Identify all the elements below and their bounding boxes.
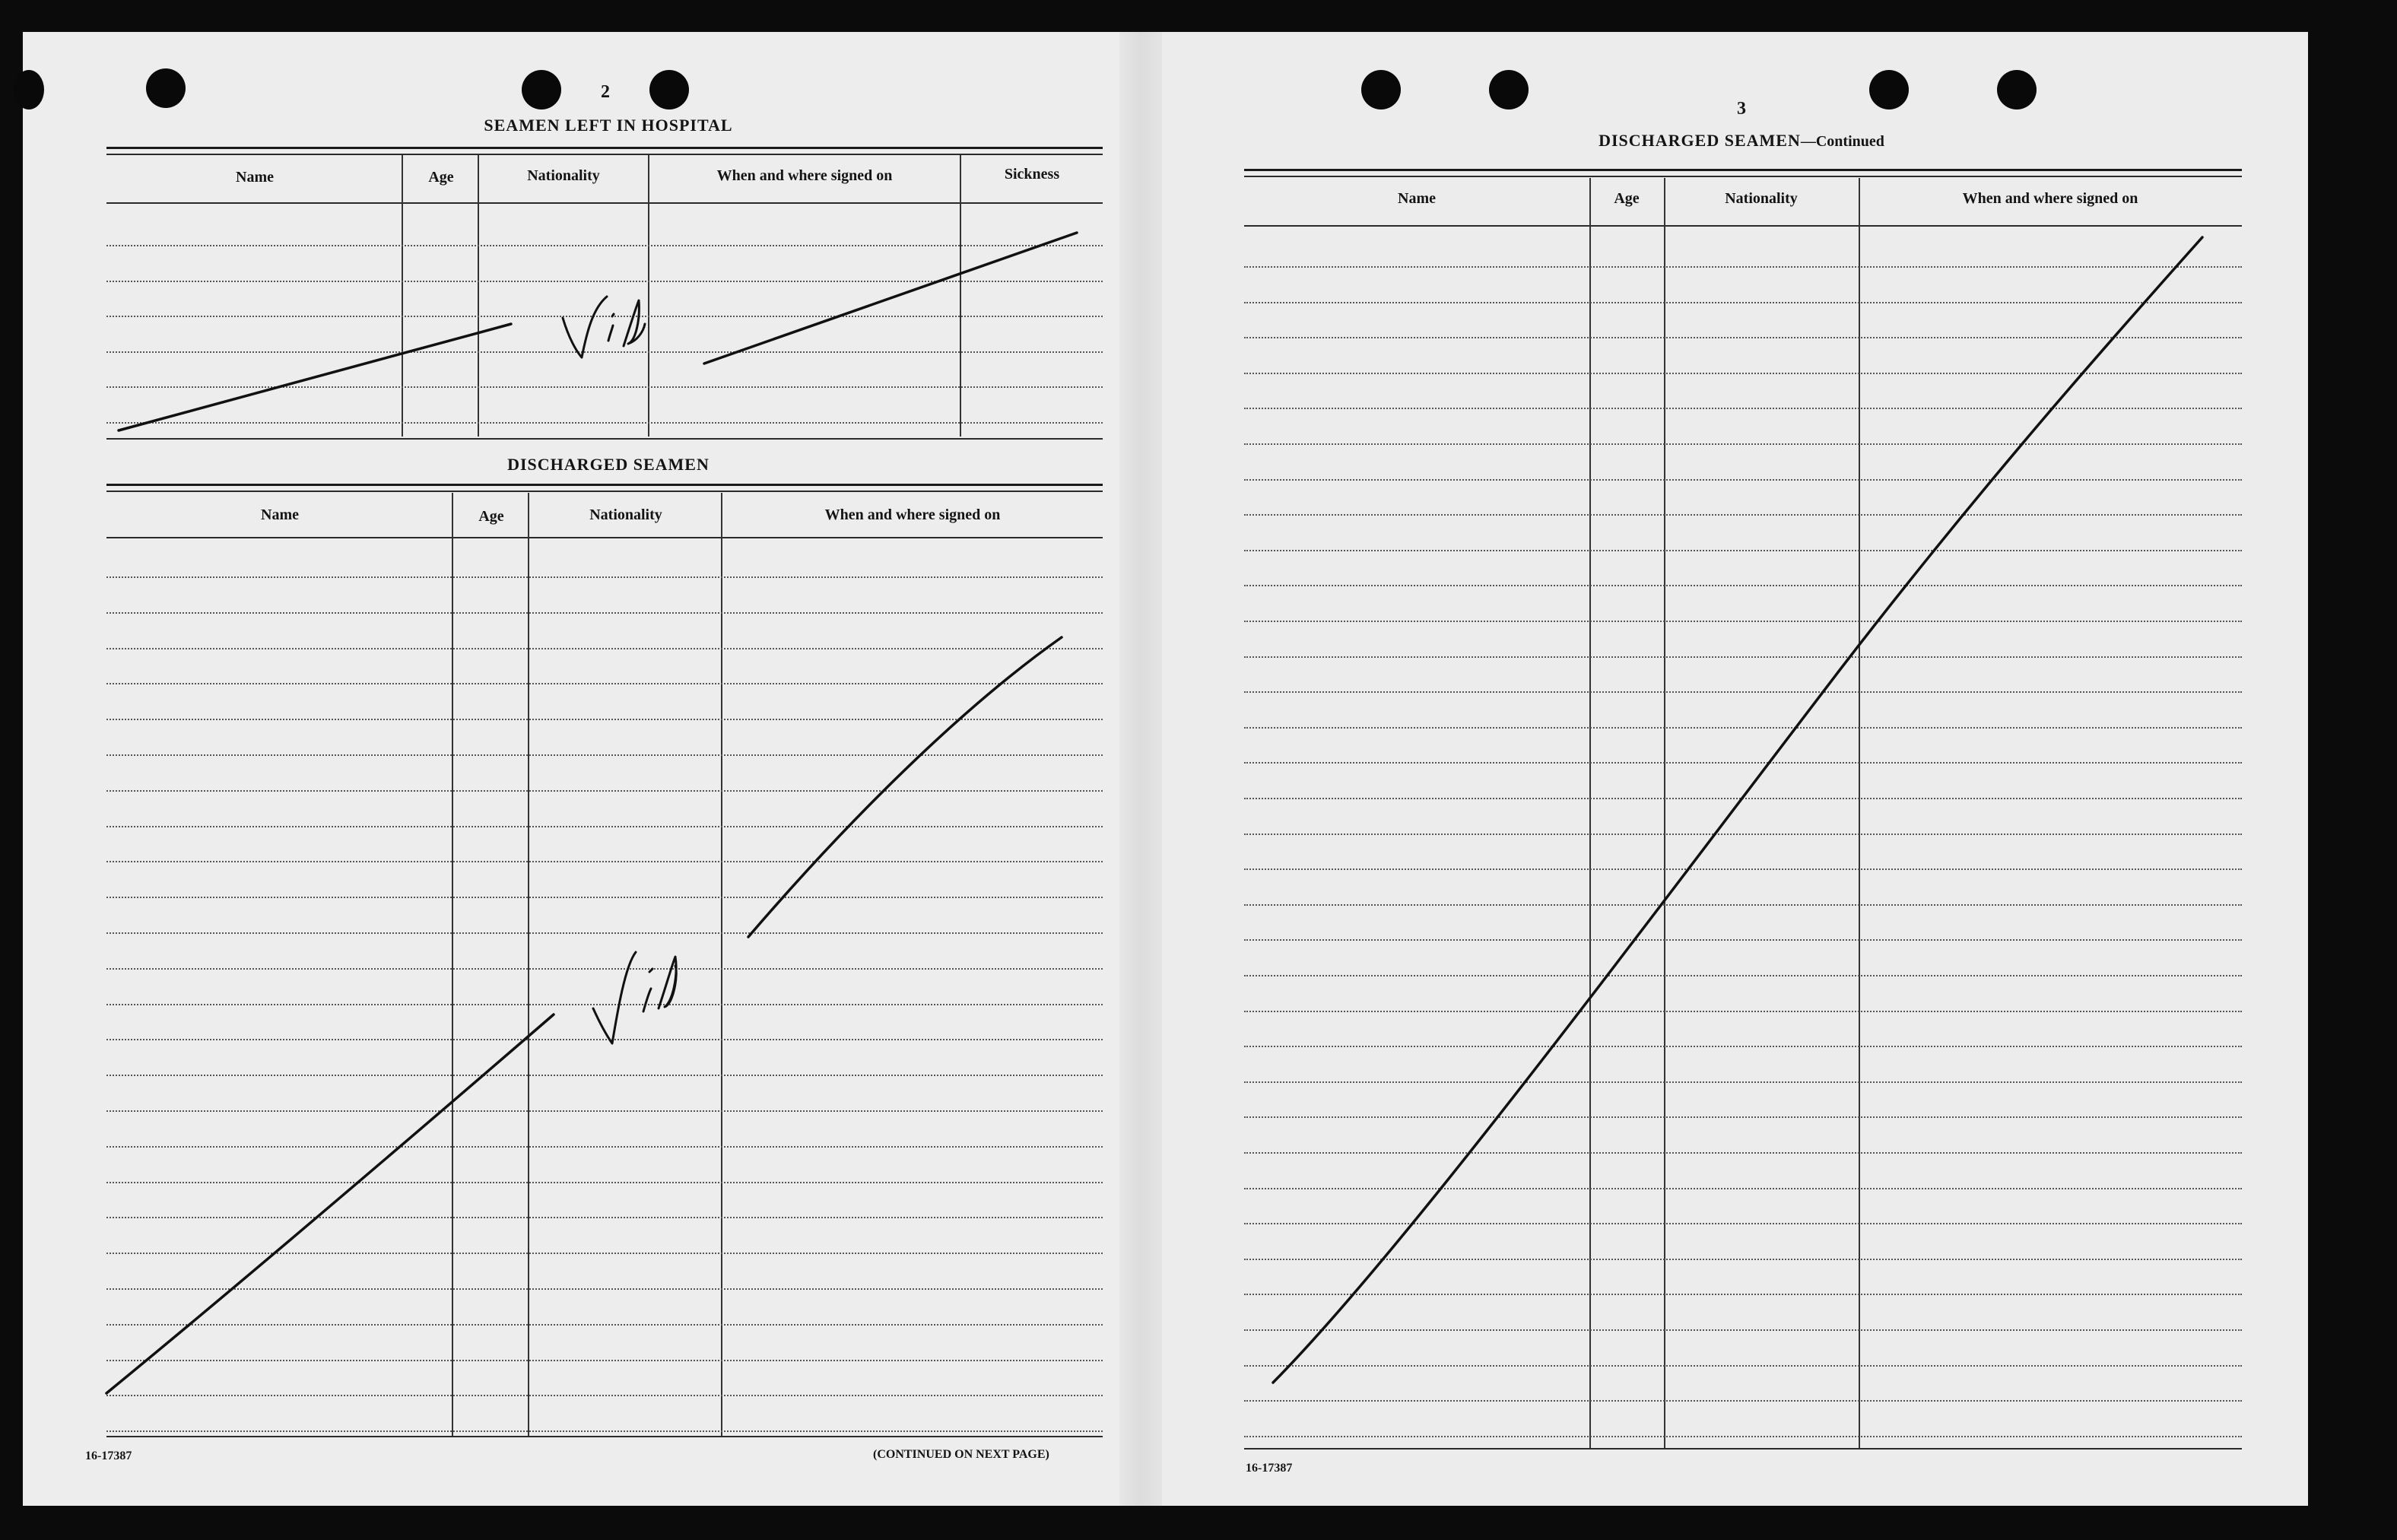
row-line	[1244, 1116, 2242, 1118]
row-line	[106, 1004, 1103, 1005]
row-line	[106, 790, 1103, 792]
row-line	[106, 1430, 1103, 1432]
row-line	[106, 683, 1103, 684]
row-line	[106, 1217, 1103, 1218]
discharged-col-age: Age	[478, 508, 504, 525]
row-line	[106, 1039, 1103, 1040]
row-line	[1244, 1365, 2242, 1367]
discharged-col-nationality: Nationality	[589, 506, 662, 523]
row-line	[106, 1110, 1103, 1112]
punch-hole	[146, 68, 186, 108]
hospital-section-title: SEAMEN LEFT IN HOSPITAL	[484, 116, 733, 135]
punch-hole	[1869, 70, 1909, 110]
hospital-table-top-rule-2	[106, 154, 1103, 155]
punch-hole	[1489, 70, 1529, 110]
punch-hole	[14, 70, 44, 110]
discharged-header-rule	[106, 537, 1103, 538]
row-line	[1244, 1259, 2242, 1260]
row-line	[1244, 762, 2242, 764]
row-line	[1244, 408, 2242, 409]
hospital-col-sickness: Sickness	[1004, 166, 1060, 183]
punch-hole	[1997, 70, 2037, 110]
row-line	[1244, 975, 2242, 976]
row-line	[1244, 1329, 2242, 1331]
row-line	[106, 612, 1103, 614]
row-line	[1244, 868, 2242, 870]
row-line	[1244, 1152, 2242, 1154]
row-line	[1244, 1400, 2242, 1402]
right-form-number: 16-17387	[1246, 1462, 1293, 1475]
row-line	[106, 932, 1103, 934]
row-line	[1244, 514, 2242, 516]
punch-hole	[522, 70, 561, 110]
discharged-col-divider	[528, 493, 529, 1437]
left-form-number: 16-17387	[85, 1450, 132, 1462]
row-line	[106, 316, 1103, 317]
row-line	[1244, 904, 2242, 906]
punch-hole	[1361, 70, 1401, 110]
punch-hole	[649, 70, 689, 110]
hospital-header-rule	[106, 202, 1103, 204]
row-line	[106, 1324, 1103, 1326]
row-line	[106, 719, 1103, 720]
row-line	[106, 1182, 1103, 1183]
row-line	[106, 648, 1103, 649]
left-page	[23, 32, 1133, 1506]
row-line	[1244, 1081, 2242, 1083]
hospital-table-bottom-rule	[106, 438, 1103, 440]
row-line	[1244, 621, 2242, 622]
hospital-col-divider	[478, 155, 479, 437]
hospital-col-divider	[402, 155, 403, 437]
row-line	[106, 826, 1103, 827]
row-line	[1244, 691, 2242, 693]
row-line	[1244, 266, 2242, 268]
row-line	[106, 245, 1103, 246]
right-header-rule	[1244, 225, 2242, 227]
row-line	[1244, 550, 2242, 551]
right-col-name: Name	[1398, 190, 1436, 207]
right-col-age: Age	[1614, 190, 1640, 207]
discharged-col-name: Name	[261, 506, 299, 523]
row-line	[106, 422, 1103, 424]
row-line	[1244, 585, 2242, 586]
hospital-col-age: Age	[428, 169, 454, 186]
hospital-col-divider	[648, 155, 649, 437]
discharged-col-divider	[452, 493, 453, 1437]
row-line	[1244, 1436, 2242, 1437]
row-line	[1244, 337, 2242, 338]
row-line	[106, 386, 1103, 388]
row-line	[106, 351, 1103, 353]
left-page-number: 2	[601, 82, 610, 102]
row-line	[106, 281, 1103, 282]
right-table-top-rule-2	[1244, 176, 2242, 177]
right-title-suffix: —Continued	[1800, 133, 1884, 150]
row-line	[1244, 443, 2242, 445]
right-page	[1141, 32, 2308, 1506]
row-line	[1244, 798, 2242, 799]
right-page-title	[1475, 131, 2008, 151]
row-line	[106, 861, 1103, 862]
hospital-col-nationality: Nationality	[527, 167, 600, 184]
discharged-col-signed-on: When and where signed on	[824, 506, 1001, 523]
row-line	[1244, 479, 2242, 481]
row-line	[106, 576, 1103, 578]
row-line	[1244, 1011, 2242, 1012]
row-line	[1244, 834, 2242, 835]
right-page-number: 3	[1737, 99, 1746, 119]
right-col-nationality: Nationality	[1725, 190, 1798, 207]
right-table-top-rule	[1244, 169, 2242, 171]
discharged-section-title: DISCHARGED SEAMEN	[507, 455, 710, 474]
right-title-main: DISCHARGED SEAMEN	[1599, 131, 1801, 150]
row-line	[1244, 939, 2242, 941]
discharged-table-top-rule-2	[106, 491, 1103, 492]
row-line	[1244, 302, 2242, 303]
row-line	[106, 897, 1103, 898]
row-line	[106, 968, 1103, 970]
row-line	[1244, 1046, 2242, 1047]
continued-note: (CONTINUED ON NEXT PAGE)	[873, 1448, 1049, 1461]
right-table-bottom-rule	[1244, 1448, 2242, 1450]
row-line	[106, 1253, 1103, 1254]
hospital-col-name: Name	[236, 169, 274, 186]
row-line	[1244, 656, 2242, 658]
row-line	[1244, 1223, 2242, 1224]
page-gutter	[1119, 32, 1162, 1506]
row-line	[106, 1395, 1103, 1396]
row-line	[106, 1360, 1103, 1361]
discharged-table-top-rule	[106, 484, 1103, 486]
row-line	[1244, 1188, 2242, 1189]
hospital-col-signed-on: When and where signed on	[716, 167, 893, 184]
row-line	[106, 754, 1103, 756]
right-col-signed-on: When and where signed on	[1962, 190, 2138, 207]
row-line	[106, 1288, 1103, 1290]
row-line	[1244, 1294, 2242, 1295]
row-line	[106, 1146, 1103, 1148]
hospital-col-divider	[960, 155, 961, 437]
discharged-col-divider	[721, 493, 722, 1437]
row-line	[106, 1075, 1103, 1076]
hospital-table-top-rule	[106, 147, 1103, 149]
row-line	[1244, 373, 2242, 374]
row-line	[1244, 727, 2242, 729]
discharged-table-bottom-rule	[106, 1436, 1103, 1437]
